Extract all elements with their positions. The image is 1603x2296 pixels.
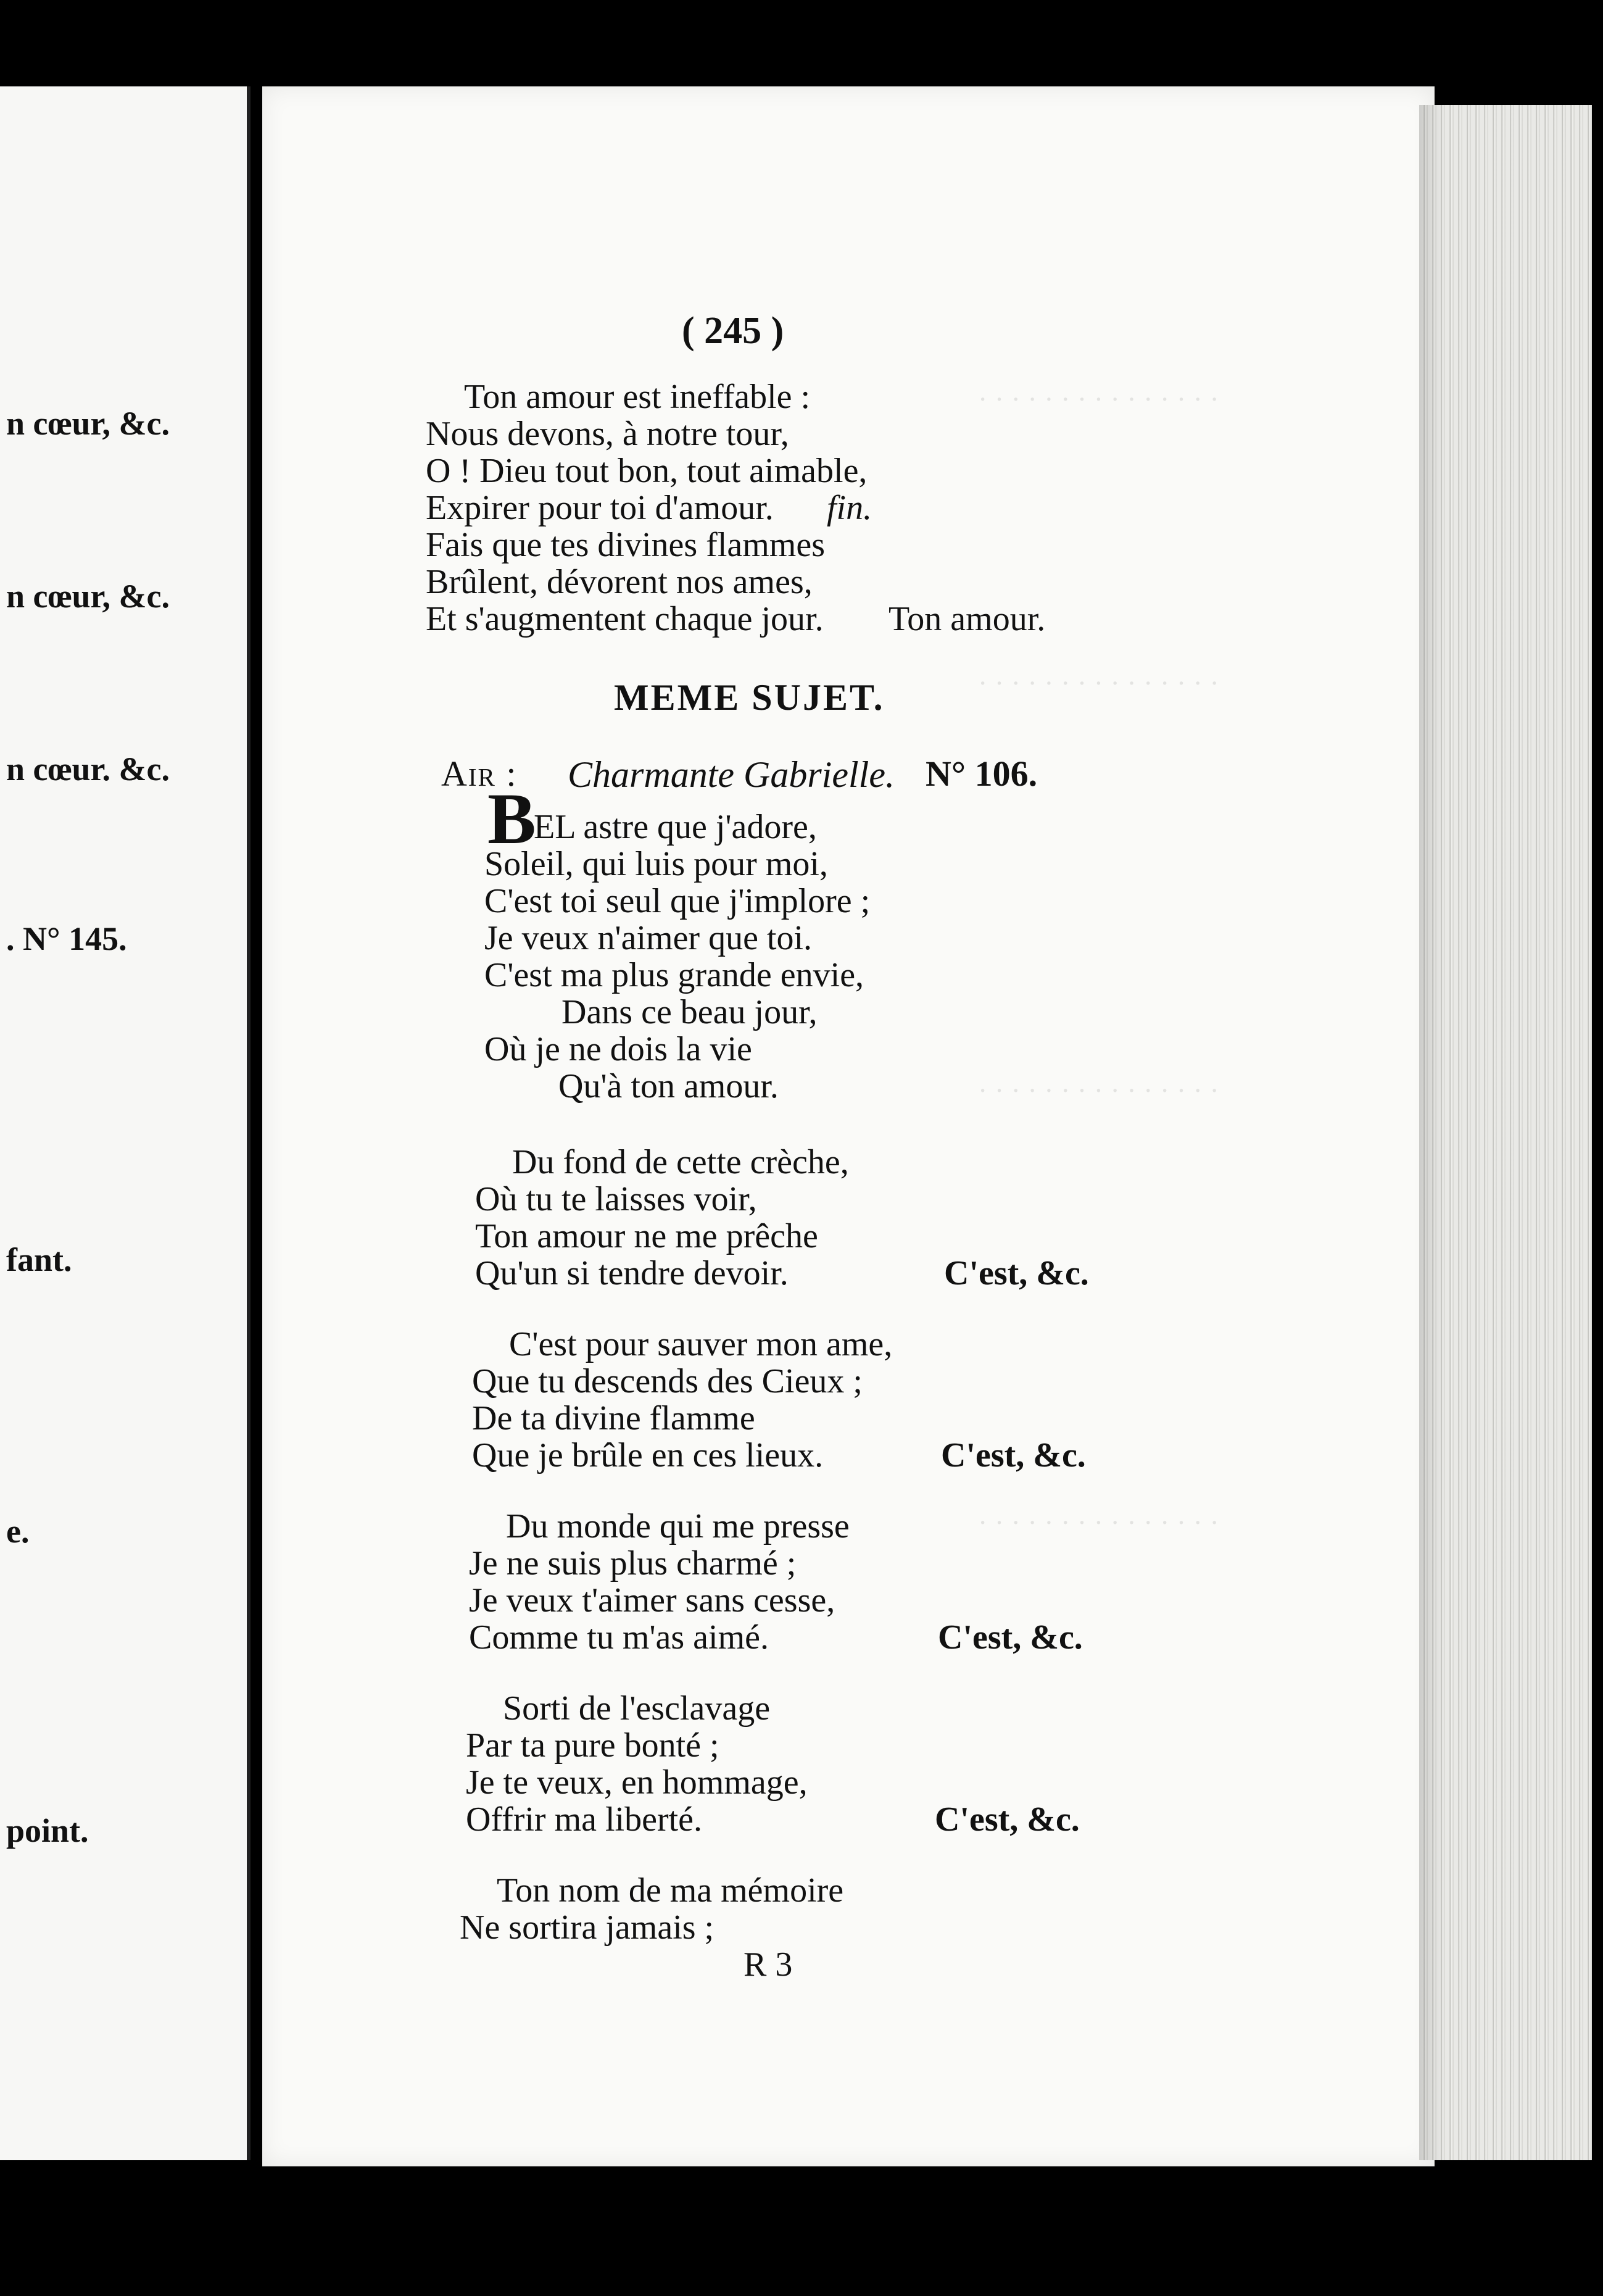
left-fragment: fant. [6,1241,72,1278]
section-heading: MEME SUJET. [614,677,885,718]
verse-line: Offrir ma liberté. [466,1800,703,1839]
verse-line: O ! Dieu tout bon, tout aimable, [426,452,868,490]
verse-line: Où je ne dois la vie [484,1030,752,1068]
verse-line: De ta divine flamme [472,1399,755,1437]
show-through-texture: · · · · · · · · · · · · · · · [978,667,1219,699]
verse-line: Expirer pour toi d'amour. [426,489,774,527]
verse-line: Dans ce beau jour, [561,993,818,1031]
verse-line: Comme tu m'as aimé. [469,1618,769,1657]
left-fragment: n cœur, &c. [6,578,170,615]
verse-line: Que je brûle en ces lieux. [472,1436,824,1475]
show-through-texture: · · · · · · · · · · · · · · · [978,1507,1219,1538]
show-through-texture: · · · · · · · · · · · · · · · [978,383,1219,415]
verse-line: Ton amour ne me prêche [475,1217,818,1255]
verse-line: Qu'un si tendre devoir. [475,1254,789,1292]
show-through-texture: · · · · · · · · · · · · · · · [978,1075,1219,1106]
verse-line: Je te veux, en hommage, [466,1763,808,1802]
verse-line: Nous devons, à notre tour, [426,415,789,453]
left-fragment: n cœur, &c. [6,405,170,442]
fin-mark: fin. [827,489,872,527]
left-fragment: point. [6,1812,89,1849]
page-edges-stack [1419,105,1592,2160]
verse-line: C'est toi seul que j'implore ; [484,882,871,920]
verse-line: C'est pour sauver mon ame, [509,1325,893,1363]
air-number: N° 106. [926,754,1038,794]
refrain-mark: C'est, &c. [941,1436,1086,1475]
verse-line: Soleil, qui luis pour moi, [484,845,828,883]
book-page [262,86,1435,2166]
refrain-mark: C'est, &c. [935,1800,1080,1839]
drop-cap: B [487,778,536,859]
verse-line: Du fond de cette crèche, [512,1143,849,1181]
left-facing-page [0,86,251,2160]
verse-line: C'est ma plus grande envie, [484,956,864,994]
air-title: Charmante Gabrielle. [568,754,895,795]
page-number: ( 245 ) [682,310,784,352]
verse-line: Je ne suis plus charmé ; [469,1544,797,1583]
verse-line: Qu'à ton amour. [558,1067,779,1105]
verse-line: Ton amour est ineffable : [464,378,811,416]
verse-line: Ne sortira jamais ; [460,1908,715,1947]
verse-line: Que tu descends des Cieux ; [472,1362,863,1400]
verse-line: Sorti de l'esclavage [503,1689,771,1728]
refrain-mark: Ton amour. [888,600,1046,638]
left-fragment: n cœur. &c. [6,751,170,788]
refrain-mark: C'est, &c. [944,1254,1089,1292]
refrain-mark: C'est, &c. [938,1618,1083,1657]
verse-line: Je veux n'aimer que toi. [484,919,813,957]
verse-line: Fais que tes divines flammes [426,526,826,564]
air-label: Air : [441,754,518,794]
verse-line: EL astre que j'adore, [534,808,817,846]
signature-mark: R 3 [744,1945,793,1984]
verse-line: Ton nom de ma mémoire [497,1871,844,1910]
verse-line: Où tu te laisses voir, [475,1180,757,1218]
left-fragment: . N° 145. [6,920,127,957]
verse-line: Brûlent, dévorent nos ames, [426,563,813,601]
verse-line: Par ta pure bonté ; [466,1726,719,1765]
verse-line: Du monde qui me presse [506,1507,850,1545]
verse-line: Je veux t'aimer sans cesse, [469,1581,835,1620]
verse-line: Et s'augmentent chaque jour. [426,600,824,638]
left-fragment: e. [6,1513,30,1550]
